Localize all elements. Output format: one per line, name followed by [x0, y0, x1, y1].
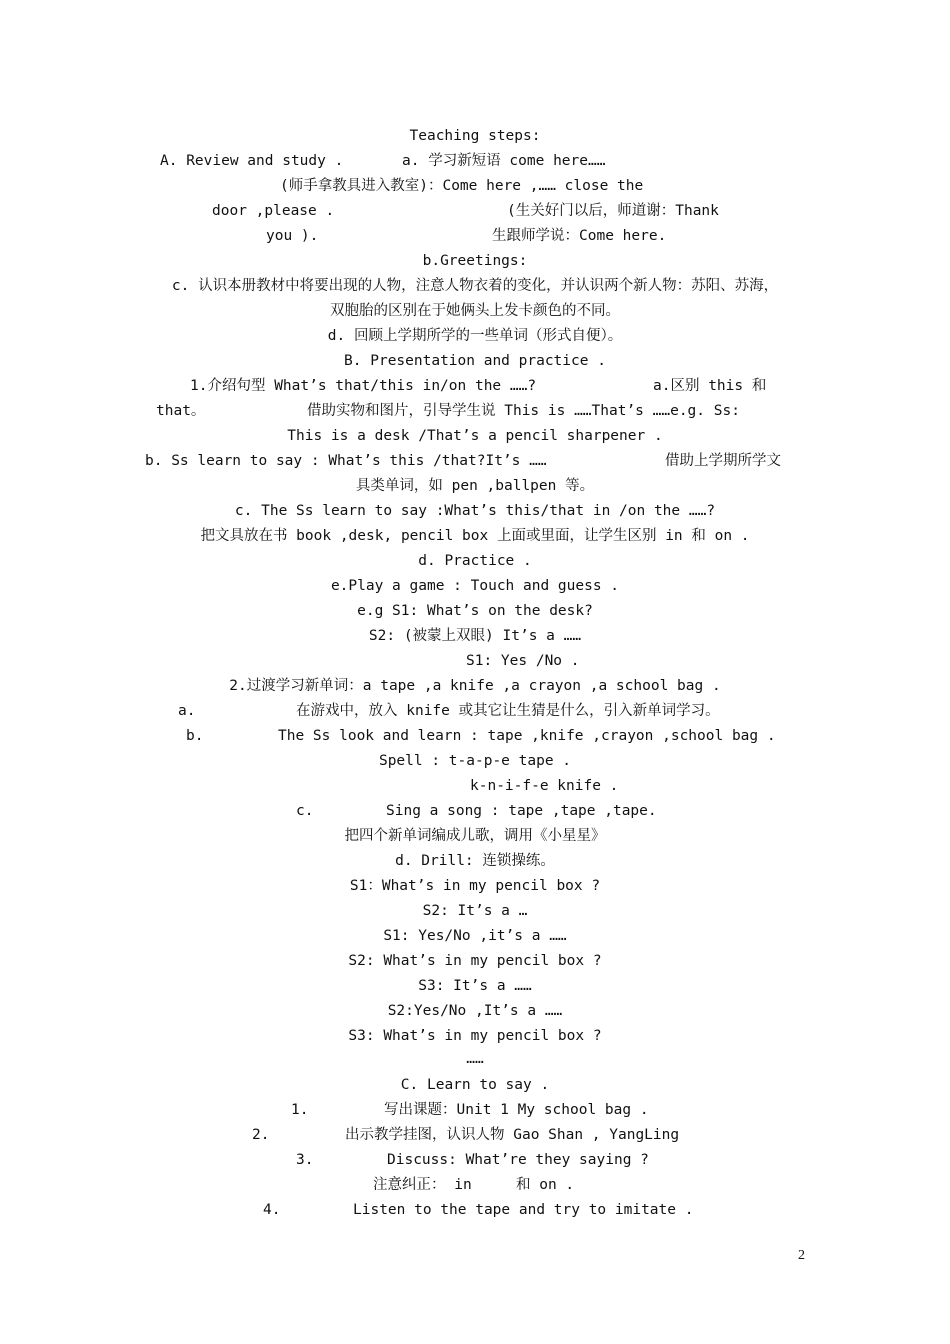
section-b-heading: B. Presentation and practice . [344, 353, 606, 369]
page-number: 2 [798, 1248, 805, 1263]
text-line: 4. [263, 1202, 281, 1218]
text-line: d. 回顾上学期所学的一些单词（形式自便）。 [327, 328, 623, 344]
text-line: a.区别 this 和 [653, 378, 767, 394]
text-line: d. Drill: 连锁操练。 [395, 853, 555, 869]
text-line: (师手拿教具进入教室)：Come here ,…… close the [280, 178, 644, 194]
text-line: Spell : t-a-p-e tape . [378, 753, 572, 769]
text-line: 写出课题：Unit 1 My school bag . [384, 1102, 649, 1118]
text-line: k-n-i-f-e knife . [470, 778, 619, 794]
text-line: Sing a song : tape ,tape ,tape. [386, 803, 657, 819]
text-line: (生关好门以后，师道谢：Thank [507, 203, 719, 219]
text-line: 在游戏中，放入 knife 或其它让生猜是什么，引入新单词学习。 [296, 703, 720, 719]
text-line: 3. [296, 1152, 314, 1168]
section-a-heading: A. Review and study . [160, 153, 344, 169]
text-line: 出示教学挂图，认识人物 Gao Shan , YangLing [345, 1127, 680, 1143]
text-line: 借助实物和图片，引导学生说 This is ……That’s ……e.g. Ss: [307, 403, 740, 419]
text-line: 1.介绍句型 What’s that/this in/on the ……? [190, 378, 537, 394]
text-line: 把文具放在书 book ,desk, pencil box 上面或里面，让学生区别 in 和 on . [200, 528, 750, 544]
text-line: 双胞胎的区别在于她俩头上发卡颜色的不同。 [330, 303, 620, 319]
text-line: S2: (被蒙上双眼) It’s a …… [368, 628, 582, 644]
text-line: 注意纠正： in [373, 1177, 472, 1193]
text-line: 借助上学期所学文 [665, 453, 781, 469]
text-line: you ). [266, 228, 319, 244]
text-line: S3: It’s a …… [418, 978, 532, 994]
text-line: b. [186, 728, 204, 744]
text-line: S2:Yes/No ,It’s a …… [387, 1003, 563, 1019]
text-line: b.Greetings: [422, 253, 528, 269]
text-line: S2: What’s in my pencil box ? [348, 953, 602, 969]
text-line: e.Play a game : Touch and guess . [330, 578, 620, 594]
text-line: 和 on . [516, 1177, 575, 1193]
text-line: that。 [156, 403, 206, 419]
text-line: Discuss: What’re they saying ? [387, 1152, 649, 1168]
text-line: This is a desk /That’s a pencil sharpener . [287, 428, 663, 444]
text-line: 2.过渡学习新单词：a tape ,a knife ,a crayon ,a school bag . [229, 678, 721, 694]
text-line: a. [178, 703, 196, 719]
text-line: The Ss look and learn : tape ,knife ,crayon ,school bag . [278, 728, 776, 744]
text-line: c. [296, 803, 314, 819]
text-line: S1：What’s in my pencil box ? [349, 878, 601, 894]
section-c-heading: C. Learn to say . [400, 1077, 550, 1093]
ellipsis-line: …… [466, 1051, 484, 1067]
text-line: Listen to the tape and try to imitate . [353, 1202, 694, 1218]
text-line: 把四个新单词编成儿歌，调用《小星星》 [344, 828, 606, 844]
text-line: 生跟师学说：Come here. [492, 228, 667, 244]
teaching-steps-heading: Teaching steps: [409, 128, 541, 144]
text-line: b. Ss learn to say : What’s this /that?It’s …… [145, 453, 547, 469]
text-line: S2: It’s a … [422, 903, 528, 919]
text-line: S1: Yes /No . [466, 653, 580, 669]
text-line: 2. [252, 1127, 270, 1143]
text-line: 1. [291, 1102, 309, 1118]
text-line: S1: Yes/No ,it’s a …… [383, 928, 567, 944]
text-line: e.g S1: What’s on the desk? [357, 603, 593, 619]
text-line: door ,please . [212, 203, 335, 219]
text-line: c. 认识本册教材中将要出现的人物，注意人物衣着的变化，并认识两个新人物：苏阳、苏海， [171, 278, 779, 294]
text-line: S3: What’s in my pencil box ? [348, 1028, 602, 1044]
text-line: a. 学习新短语 come here…… [402, 153, 606, 169]
text-line: d. Practice . [418, 553, 532, 569]
text-line: c. The Ss learn to say :What’s this/that in /on the ……? [234, 503, 716, 519]
text-line: 具类单词，如 pen ,ballpen 等。 [355, 478, 595, 494]
